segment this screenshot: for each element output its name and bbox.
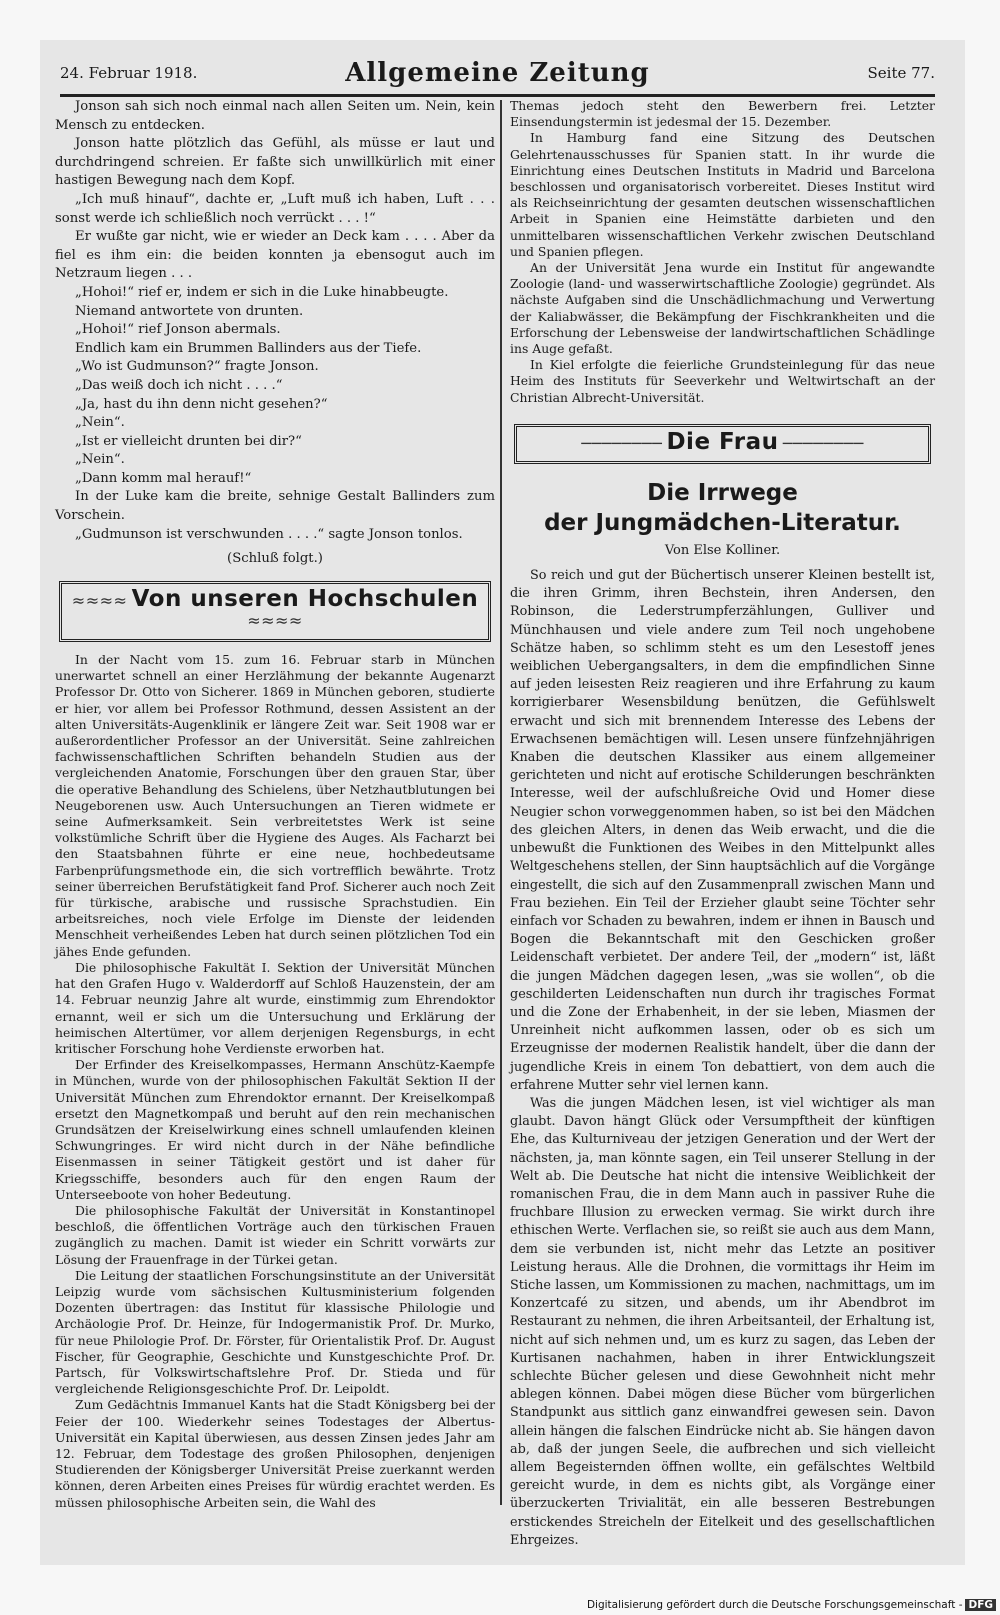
serial-story bbox=[55, 98, 495, 569]
story-paragraph: „Dann komm mal herauf!“ bbox=[75, 470, 252, 486]
hochschulen-continued bbox=[510, 98, 935, 406]
story-paragraph: „Ist er vielleicht drunten bei dir?“ bbox=[75, 433, 302, 449]
section-heading-hochschulen bbox=[59, 581, 491, 642]
ornament-right: ≈≈≈≈ bbox=[247, 611, 303, 631]
story-paragraph: Er wußte gar nicht, wie er wieder an Deck kam . . . . Aber da fiel es ihm ein: die beiden konnten ja ebensogut auch im Netzraum liegen . . . bbox=[55, 229, 495, 282]
article-paragraph: Die philosophische Fakultät I. Sektion der Universität München hat den Grafen Hugo v. Walderdorff auf Schloß Hauzenstein, der am 14. Februar neunzig Jahre alt wurde, einstimmig zum Ehrendoktor ernannt, weil er sich um die Untersuchung und Erklärung der heimischen Altertümer, vor allem derjenigen Regensburgs, in echt kritischer Forschung hohe Verdienste erworben hat. bbox=[55, 959, 495, 1056]
article-paragraph: In der Nacht vom 15. zum 16. Februar starb in München unerwartet schnell an einer Herzlähmung der bekannte Augenarzt Professor Dr. Otto von Sicherer. 1869 in München geboren, studierte er hier, vor allem bei Professor Rothmund, dessen Assistent an der alten Universitäts-Augenklinik er längere Zeit war. Seit 1908 war er außerordentlicher Professor an der Universität. Seine zahlreichen fachwissenschaftlichen Schriften behandeln Studien aus der vergleichenden Anatomie, Forschungen über den grauen Star, über die operative Behandlung des Schielens, über Netzhautblutungen bei Neugeborenen usw. Auch Untersuchungen an Tieren widmete er seine Aufmerksamkeit. Sein verbreitetstes Werk ist seine volkstümliche Schrift über die Hygiene des Auges. Als Facharzt bei den Staatsbahnen führte er eine neue, hochbedeutsame Farbenprüfungsmethode ein, die sich vortrefflich bewährte. Trotz seiner überreichen Berufstätigkeit fand Prof. Sicherer auch noch Zeit für türkische, arabische und russische Sprachstudien. Ein arbeitsreiches, noch viele Erfolge im Dienste der leidenden Menschheit verheißendes Leben hat durch seinen plötzlichen Tod ein jähes Ende gefunden. bbox=[55, 652, 495, 959]
story-paragraph: „Hohoi!“ rief er, indem er sich in die Luke hinabbeugte. bbox=[75, 284, 449, 300]
dfg-logo: DFG bbox=[965, 1599, 996, 1611]
story-paragraph: „Nein“. bbox=[75, 415, 125, 431]
ornament-left: ≈≈≈≈ bbox=[71, 590, 128, 610]
story-paragraph: „Ich muß hinauf“, dachte er, „Luft muß ich haben, Luft . . . sonst werde ich schließlich noch verrückt . . . !“ bbox=[55, 191, 495, 226]
article-byline: Von Else Kolliner. bbox=[664, 543, 781, 559]
masthead-title: Allgemeine Zeitung bbox=[345, 58, 650, 88]
frau-article bbox=[510, 567, 935, 1550]
section-title: Die Frau bbox=[666, 428, 779, 455]
page-number: Seite 77. bbox=[867, 64, 935, 82]
to-be-continued: (Schluß folgt.) bbox=[227, 551, 323, 567]
issue-date: 24. Februar 1918. bbox=[60, 64, 198, 82]
left-column bbox=[55, 98, 495, 1508]
article-paragraph: Der Erfinder des Kreiselkompasses, Hermann Anschütz-Kaempfe in München, wurde von der philosophischen Fakultät Sektion II der Universität München zum Ehrendoktor ernannt. Der Kreiselkompaß ersetzt den Magnetkompaß und beruht auf den rein mechanischen Grundsätzen der Kreiselwirkung eines schnell umlaufenden kleinen Schwungringes. Er wird nicht durch in der Nähe befindliche Eisenmassen in seiner Tätigkeit gestört und ist daher für Kriegsschiffe, besonders auch für den engen Raum der Unterseeboote von hoher Bedeutung. bbox=[55, 1057, 495, 1202]
story-paragraph: „Gudmunson ist verschwunden . . . .“ sagte Jonson tonlos. bbox=[75, 526, 463, 542]
story-paragraph: Jonson hatte plötzlich das Gefühl, als müsse er laut und durchdringend schreien. Er faßte sich unwillkürlich mit einer hastigen Bewegung nach dem Kopf. bbox=[55, 136, 495, 189]
article-paragraph: Themas jedoch steht den Bewerbern frei. Letzter Einsendungstermin ist jedesmal der 15. Dezember. bbox=[510, 98, 935, 130]
article-paragraph: Was die jungen Mädchen lesen, ist viel wichtiger als man glaubt. Davon hängt Glück oder Versumpftheit der künftigen Ehe, das Kulturniveau der jetzigen Generation und der Wert der nächsten, ja, man könnte sagen, ein Teil unserer Stellung in der Welt ab. Die Deutsche hat nicht die intensive Weiblichkeit der romanischen Frau, die in dem Mann auch in passiver Ruhe die fruchbare Illusion zu erwecken vermag. Sie wirkt durch ihre ethischen Werte. Verflachen sie, so reißt sie auch aus dem Mann, dem sie verbunden ist, nicht mehr das Letzte an positiver Leistung heraus. Alle die Drohnen, die vormittags ihr Heim im Stiche lassen, um Kommissionen zu machen, nachmittags, um im Konzertcafé zu sitzen, und abends, um ihr Abendbrot im Restaurant zu nehmen, die ihren Arbeitsanteil, der Erhaltung ist, nicht auf sich nehmen und, um es kurz zu sagen, das Leben der Kurtisanen nachahmen, haben in ihrer Entwicklungszeit schlechte Bücher gelesen und diese Gewohnheit nicht mehr ablegen können. Dabei mögen diese Bücher vom bürgerlichen Standpunkt aus sittlich ganz einwandfrei gewesen sein. Davon allein hängen die falschen Eindrücke nicht ab. Sie hängen davon ab, daß der jungen Seele, die aufbrechen und sich vielleicht allem Begeisternden öffnen wollte, ein gefälschtes Weltbild gereicht wurde, in dem es nichts gibt, als Vorgänge einer überzuckerten Trivialität, ein alle besseren Bestrebungen erstickendes Streicheln der Eitelkeit und des gesellschaftlichen Ehrgeizes. bbox=[510, 1095, 935, 1548]
story-paragraph: „Nein“. bbox=[75, 452, 125, 468]
page-header bbox=[60, 60, 935, 92]
section-heading-frau bbox=[514, 424, 931, 465]
story-paragraph: „Wo ist Gudmunson?“ fragte Jonson. bbox=[75, 359, 319, 375]
section-title: Von unseren Hochschulen bbox=[131, 585, 479, 612]
article-paragraph: An der Universität Jena wurde ein Institut für angewandte Zoologie (land- und wasserwirtschaftliche Zoologie) gegründet. Als nächste Aufgaben sind die Unschädlichmachung und Verwertung der Kaliabwässer, die Bekämpfung der Fischkrankheiten und die Erforschung der Lebensweise der landwirtschaftlichen Schädlinge ins Auge gefaßt. bbox=[510, 260, 935, 357]
article-title-line1: Die Irrwege bbox=[647, 480, 798, 507]
digitization-credit bbox=[587, 1599, 996, 1611]
ornament-left: ──────── bbox=[581, 433, 663, 453]
header-rule bbox=[60, 94, 935, 97]
article-paragraph: In Hamburg fand eine Sitzung des Deutschen Gelehrtenausschusses für Spanien statt. In ihr wurde die Einrichtung eines Deutschen Instituts in Madrid und Barcelona beschlossen und organisatorisch vorbereitet. Dieses Institut wird als Reichseinrichtung der gesamten deutschen wissenschaftlichen Arbeit in Spanien eine Heimstätte darbieten und den unmittelbaren wissenschaftlichen Verkehr zwischen Deutschland und Spanien pflegen. bbox=[510, 130, 935, 259]
article-paragraph: Die philosophische Fakultät der Universität in Konstantinopel beschloß, die öffentlichen Vorträge auch den türkischen Frauen zugänglich zu machen. Damit ist wieder ein Schritt vorwärts zur Lösung der Frauenfrage in der Türkei getan. bbox=[55, 1202, 495, 1267]
right-column bbox=[510, 98, 935, 1548]
story-paragraph: „Hohoi!“ rief Jonson abermals. bbox=[75, 322, 281, 338]
article-paragraph: Die Leitung der staatlichen Forschungsinstitute an der Universität Leipzig wurde vom sächsischen Kultusministerium folgenden Dozenten übertragen: das Institut für klassische Philologie und Archäologie Prof. Dr. Heinze, für Indogermanistik Prof. Dr. Murko, für neue Philologie Prof. Dr. Förster, für Orientalistik Prof. Dr. August Fischer, für Geographie, Geschichte und Kunstgeschichte Prof. Dr. Partsch, für Volkswirtschaftslehre Prof. Dr. Stieda und für vergleichende Religionsgeschichte Prof. Dr. Leipoldt. bbox=[55, 1267, 495, 1397]
story-paragraph: Jonson sah sich noch einmal nach allen Seiten um. Nein, kein Mensch zu entdecken. bbox=[55, 99, 495, 133]
ornament-right: ──────── bbox=[782, 433, 864, 453]
article-paragraph: Zum Gedächtnis Immanuel Kants hat die Stadt Königsberg bei der Feier der 100. Wiederkehr seines Todestages der Albertus-Universität ein Kapital überwiesen, aus dessen Zinsen jedes Jahr am 12. Februar, dem Todestage des großen Philosophen, denjenigen Studierenden der Königsberger Universität Preise zuerkannt werden können, deren Arbeiten eines Preises für würdig erachtet werden. Es müssen philosophische Arbeiten sein, die Wahl des bbox=[55, 1397, 495, 1510]
article-paragraph: So reich und gut der Büchertisch unserer Kleinen bestellt ist, die ihren Grimm, ihren Bechstein, ihren Andersen, den Robinson, die Lederstrumpferzählungen, Gulliver und Münchhausen und viele andere zum Teil noch ungehobene Schätze haben, so schlimm steht es um den Lesestoff jenes weiblichen Uebergangsalters, in dem die empfindlichen Sinne auf jeden leisesten Reiz reagieren und ihre Erfahrung zu kaum korrigierbarer Wesensbildung benützen, die Gefühlswelt erwacht und sich mit brennendem Interesse des Lebens der Erwachsenen bemächtigen will. Lesen unsere fünfzehnjährigen Knaben die deutschen Klassiker aus einem allgemeiner gerichteten und nicht auf erotische Schilderungen beschränkten Interesse, weil der aufschlußreiche Ovid und Homer diese Neugier schon vorweggenommen haben, so ist bei den Mädchen des gleichen Alters, in denen das Weib erwacht, und die die unbewußt die Funktionen des Weibes in den Mittelpunkt alles Weltgeschehens stellen, der Sinn hauptsächlich auf die Vorgänge eingestellt, die sich auf den Zusammenprall zwischen Mann und Frau beziehen. Ein Teil der Erzieher glaubt seine Töchter sehr einfach vor Schaden zu bewahren, indem er ihnen in Bausch und Bogen die Bekanntschaft mit den Geschicken großer Leidenschaft verbietet. Der andere Teil, der „modern“ ist, läßt die jungen Mädchen dagegen lesen, „was sie wollen“, ob die geschilderten Leidenschaften nun durch ihr tragisches Format und die Zone der Erhabenheit, in der sie leben, Miasmen der Unreinheit nicht aufkommen lassen, oder ob es sich um Erzeugnisse der modernen Realistik handelt, über die dann der jugendliche Kreis in einem Ton debattiert, von dem auch die erfahrene Mutter sehr viel lernen kann. bbox=[510, 568, 935, 1093]
story-paragraph: Niemand antwortete von drunten. bbox=[75, 303, 304, 319]
story-paragraph: In der Luke kam die breite, sehnige Gestalt Ballinders zum Vorschein. bbox=[55, 489, 495, 524]
article-title-line2: der Jungmädchen-Literatur. bbox=[544, 510, 901, 537]
story-paragraph: „Ja, hast du ihn denn nicht gesehen?“ bbox=[75, 396, 328, 412]
hochschulen-article bbox=[55, 652, 495, 1511]
article-paragraph: In Kiel erfolgte die feierliche Grundsteinlegung für das neue Heim des Instituts für Seeverkehr und Weltwirtschaft an der Christian Albrecht-Universität. bbox=[510, 357, 935, 405]
article-title bbox=[510, 478, 935, 538]
story-paragraph: „Das weiß doch ich nicht . . . .“ bbox=[75, 377, 283, 393]
credit-text: Digitalisierung gefördert durch die Deutsche Forschungsgemeinschaft - bbox=[586, 1599, 963, 1611]
story-paragraph: Endlich kam ein Brummen Ballinders aus der Tiefe. bbox=[75, 340, 422, 356]
column-rule bbox=[500, 100, 502, 1505]
